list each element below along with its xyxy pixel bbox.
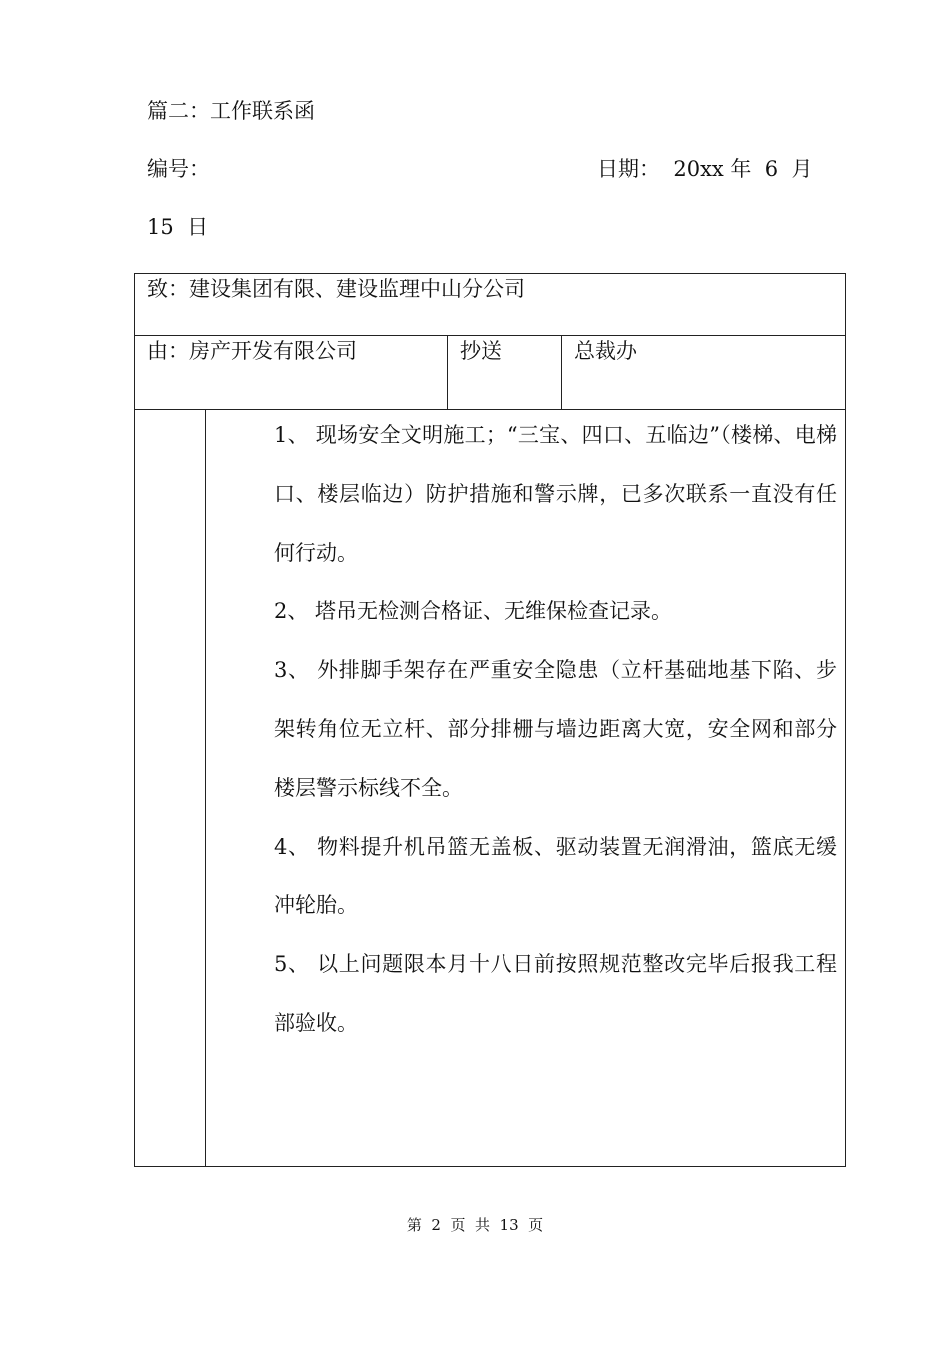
sender-cell: 由：房产开发有限公司 — [135, 336, 448, 410]
date-day: 15 日 — [147, 215, 209, 239]
recipient-row — [135, 274, 846, 336]
recipient-cell: 致：建设集团有限、建设监理中山分公司 — [135, 274, 846, 336]
content-left-margin-cell — [135, 410, 206, 1167]
section-title: 篇二：工作联系函 — [147, 99, 315, 123]
cc-value: 总裁办 — [562, 336, 846, 410]
content-item: 2、 塔吊无检测合格证、无维保检查记录。 — [274, 599, 673, 624]
content-item: 5、 以上问题限本月十八日前按照规范整改完毕后报我工程部验收。 — [274, 952, 837, 1035]
sender-row — [135, 336, 846, 410]
content-row — [135, 410, 846, 1167]
content-item: 3、 外排脚手架存在严重安全隐患（立杆基础地基下陷、步架转角位无立杆、部分排栅与墙边距离大宽，安全网和部分楼层警示标线不全。 — [274, 658, 837, 800]
content-cell — [206, 410, 846, 1167]
content-item: 4、 物料提升机吊篮无盖板、驱动装置无润滑油，篮底无缓冲轮胎。 — [274, 834, 837, 918]
page-footer: 第 2 页 共 13 页 — [406, 1216, 544, 1234]
content-item: 1、 现场安全文明施工；“三宝、四口、五临边”（楼梯、电梯口、楼层临边）防护措施和警示牌，已多次联系一直没有任何行动。 — [274, 423, 837, 565]
number-label: 编号： — [147, 157, 210, 181]
memo-table — [134, 273, 846, 1167]
date-line: 日期： 20xx 年 6 月 — [597, 157, 813, 181]
cc-label: 抄送 — [448, 336, 562, 410]
